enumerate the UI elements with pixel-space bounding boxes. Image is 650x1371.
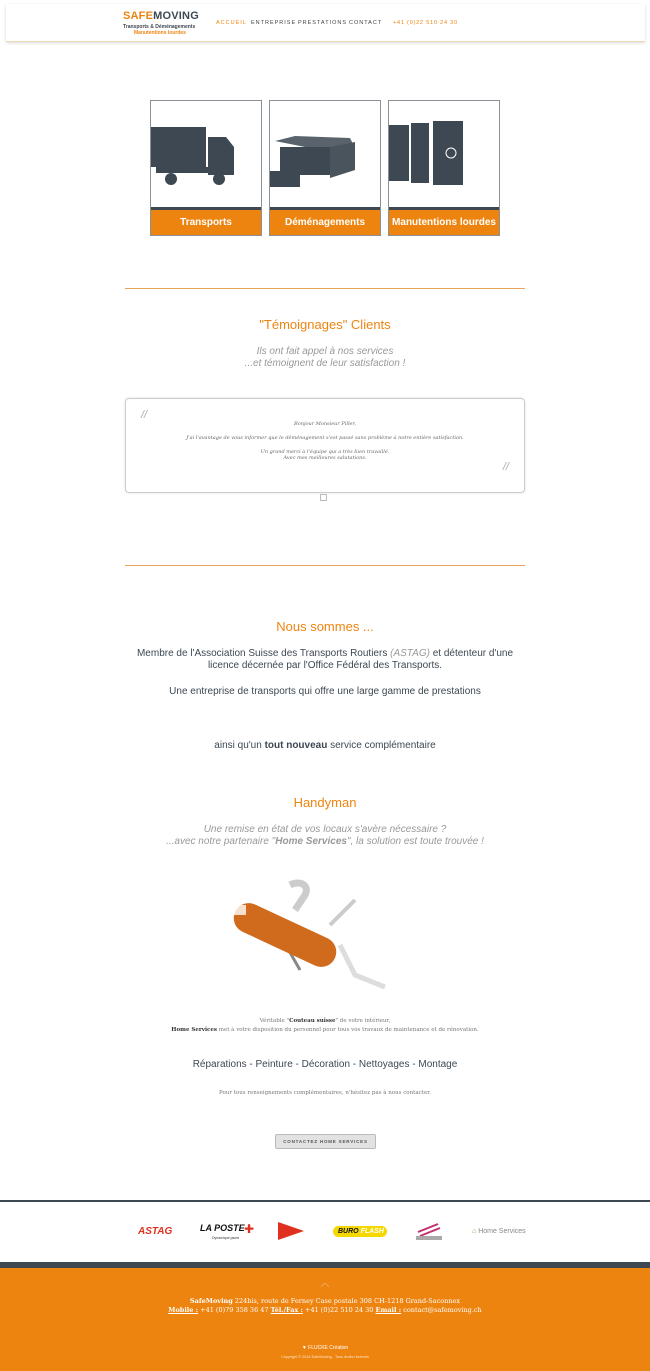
partner-logo-5[interactable] (414, 1222, 444, 1242)
service-transports[interactable] (150, 100, 262, 236)
about-p1-line2: licence décernée par l'Office Fédéral des Transports. (207, 660, 443, 671)
copyright: Copyright © 2016 SafeMoving - Tous droits réservés (281, 1355, 369, 1359)
divider (125, 288, 525, 289)
service-demenagements[interactable] (269, 100, 381, 236)
about-p3: ainsi qu'un tout nouveau service complémentaire (214, 740, 436, 751)
handyman-services: Réparations - Peinture - Décoration - Nettoyages - Montage (192, 1059, 458, 1070)
broken-image-icon (320, 494, 327, 501)
nav-accueil[interactable]: ACCUEIL (216, 20, 247, 26)
service-label: Manutentions lourdes (389, 210, 499, 235)
footer-contact: Mobile : +41 (0)79 358 36 47 Tél./Fax : +41 (0)22 510 24 30 Email : contact@safemoving.ch (168, 1306, 482, 1314)
handyman-text-2: Home Services met à votre disposition du personnel pour tous vos travaux de maintenance et de rénovation. (171, 1027, 479, 1033)
about-p1: Membre de l'Association Suisse des Transports Routiers (ASTAG) et détenteur d'une (136, 648, 514, 659)
logo-tagline-2: Manutentions lourdes (134, 30, 186, 36)
handyman-title: Handyman (293, 795, 357, 810)
laposte-tagline: Dynamique jaune (212, 1236, 240, 1240)
contact-home-services-button[interactable]: CONTACTEZ HOME SERVICES (275, 1134, 376, 1149)
nav-phone[interactable]: +41 (0)22 510 24 30 (393, 20, 458, 26)
testimonial-line: Bonjour Monsieur Piller, (294, 421, 356, 427)
home-icon: ⌂ (472, 1228, 477, 1235)
about-title: Nous sommes ... (276, 619, 374, 634)
handyman-text-1: Véritable "Couteau suisse" de votre intérieur, (259, 1018, 391, 1024)
testimonials-subtitle-2: ...et témoignent de leur satisfaction ! (244, 358, 406, 369)
logo-tagline: Transports & Déménagements (123, 24, 196, 30)
quote-open-icon: // (141, 409, 148, 421)
contact-text: Pour tous renseignements complémentaires, n'hésitez pas à nous contacter. (219, 1090, 431, 1096)
handyman-subtitle-2: ...avec notre partenaire "Home Services", la solution est toute trouvée ! (166, 836, 484, 847)
service-label: Déménagements (270, 210, 380, 235)
back-to-top-icon[interactable]: ︿ (320, 1278, 330, 1288)
footer (0, 1268, 650, 1371)
divider (0, 1200, 650, 1202)
testimonials-title: "Témoignages" Clients (259, 317, 391, 332)
footer-address: SafeMoving 224bis, route de Ferney Case postale 308 CH-1218 Grand-Saconnex (189, 1297, 461, 1305)
nav-entreprise[interactable]: ENTREPRISE (251, 20, 297, 26)
about-p2: Une entreprise de transports qui offre une large gamme de prestations (169, 686, 481, 697)
partner-home-services[interactable]: ⌂ Home Services (472, 1228, 526, 1235)
handyman-subtitle: Une remise en état de vos locaux s'avère nécessaire ? (203, 824, 447, 835)
testimonial-line: Avec mes meilleures salutations. (283, 455, 367, 461)
partner-laposte[interactable]: LA POSTE (200, 1223, 245, 1233)
partner-astag[interactable]: ASTAG (138, 1226, 173, 1237)
logo[interactable]: SAFEMOVING (123, 10, 199, 22)
testimonial-card (125, 398, 525, 493)
laposte-cross-icon: ✚ (244, 1222, 255, 1236)
testimonial-line: Un grand merci à l'équipe qui a très bien travaillé. (260, 449, 390, 455)
testimonials-subtitle: Ils ont fait appel à nos services (256, 346, 394, 357)
partner-buroflash[interactable]: BURO FLASH (333, 1226, 387, 1237)
partner-arrow-logo[interactable] (278, 1222, 304, 1240)
footer-credit[interactable]: ▼ FLUCKE Création (301, 1345, 349, 1351)
safe-icon (389, 111, 499, 196)
swiss-knife-image (220, 875, 395, 993)
testimonial-line: J'ai l'avantage de vous informer que le déménagement s'est passé sans problème à notre entière satisfaction. (186, 435, 464, 441)
nav-prestations[interactable]: PRESTATIONS (298, 20, 347, 26)
divider (125, 565, 525, 566)
boxes-icon (270, 111, 380, 196)
service-manutentions[interactable] (388, 100, 500, 236)
flucke-logo-icon: ▼ (301, 1345, 307, 1351)
quote-close-icon: // (502, 461, 509, 473)
email-link[interactable]: contact@safemoving.ch (401, 1306, 482, 1314)
nav-contact[interactable]: CONTACT (349, 20, 383, 26)
truck-icon (151, 111, 261, 196)
service-label: Transports (151, 210, 261, 235)
